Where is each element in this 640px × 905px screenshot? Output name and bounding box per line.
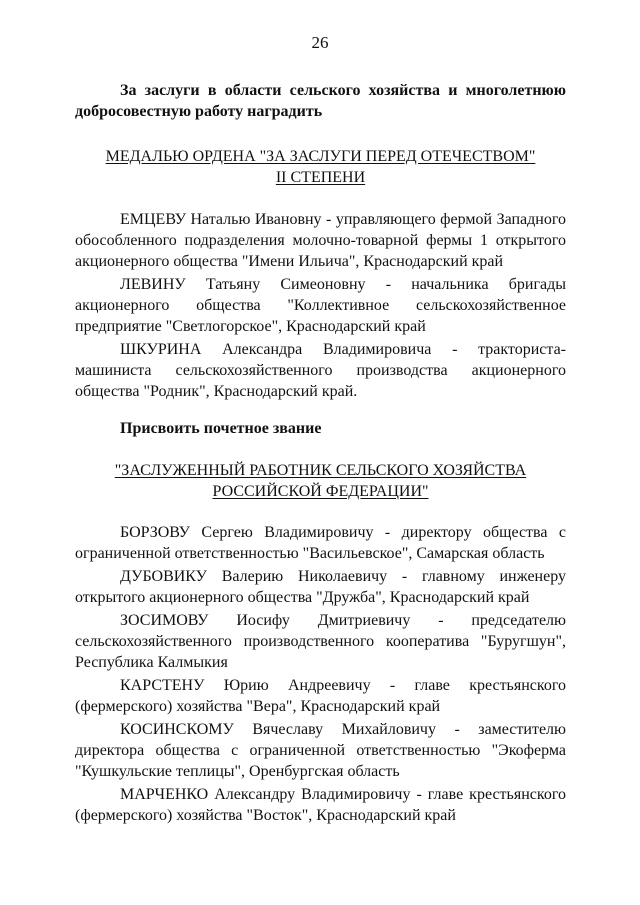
award-title-line-1: МЕДАЛЬЮ ОРДЕНА "ЗА ЗАСЛУГИ ПЕРЕД ОТЕЧЕСТВОМ" <box>105 148 536 165</box>
awardee-item: ЛЕВИНУ Татьяну Симеоновну - начальника бригады акционерного общества "Коллективное сельскохозяйственное предприятие "Светлогорское", Краснодарский край <box>75 276 566 335</box>
awardee-item: ШКУРИНА Александра Владимировича - тракториста-машиниста сельскохозяйственного производства акционерного общества "Родник", Краснодарский край. <box>75 341 566 400</box>
award-title-line-1: "ЗАСЛУЖЕННЫЙ РАБОТНИК СЕЛЬСКОГО ХОЗЯЙСТВА <box>114 462 527 479</box>
award-title-honorary <box>75 460 566 502</box>
awardee-item: МАРЧЕНКО Александру Владимировичу - главе крестьянского (фермерского) хозяйства "Восток", Краснодарский край <box>75 786 566 824</box>
honorary-title-intro: Присвоить почетное звание <box>120 420 322 437</box>
awardee-item: ЗОСИМОВУ Иосифу Дмитриевичу - председателю сельскохозяйственного производственного кооператива "Буругшун", Республика Калмыкия <box>75 612 566 671</box>
awardee-item: ДУБОВИКУ Валерию Николаевичу - главному инженеру открытого акционерного общества "Дружба", Краснодарский край <box>75 568 566 606</box>
award-title-line-2: РОССИЙСКОЙ ФЕДЕРАЦИИ" <box>212 483 429 500</box>
award-intro: За заслуги в области сельского хозяйства и многолетнюю добросовестную работу наградить <box>75 82 566 120</box>
awardee-item: КОСИНСКОМУ Вячеславу Михайловичу - заместителю директора общества с ограниченной ответственностью "Экоферма "Кушкульские теплицы", Оренбургская область <box>75 721 566 780</box>
awardee-item: ЕМЦЕВУ Наталью Ивановну - управляющего фермой Западного обособленного подразделения молочно-товарной фермы 1 открытого акционерного общества "Имени Ильича", Краснодарский край <box>75 211 566 270</box>
awardee-item: БОРЗОВУ Сергею Владимировичу - директору общества с ограниченной ответственностью "Васильевское", Самарская область <box>75 524 566 562</box>
awardee-item: КАРСТЕНУ Юрию Андреевичу - главе крестьянского (фермерского) хозяйства "Вера", Краснодарский край <box>75 677 566 715</box>
award-title-medal <box>75 146 566 188</box>
awardee-list-honorary <box>75 522 566 828</box>
awardee-list-medal <box>75 209 566 404</box>
award-title-line-2: II СТЕПЕНИ <box>275 169 366 186</box>
page-number: 26 <box>311 33 329 52</box>
